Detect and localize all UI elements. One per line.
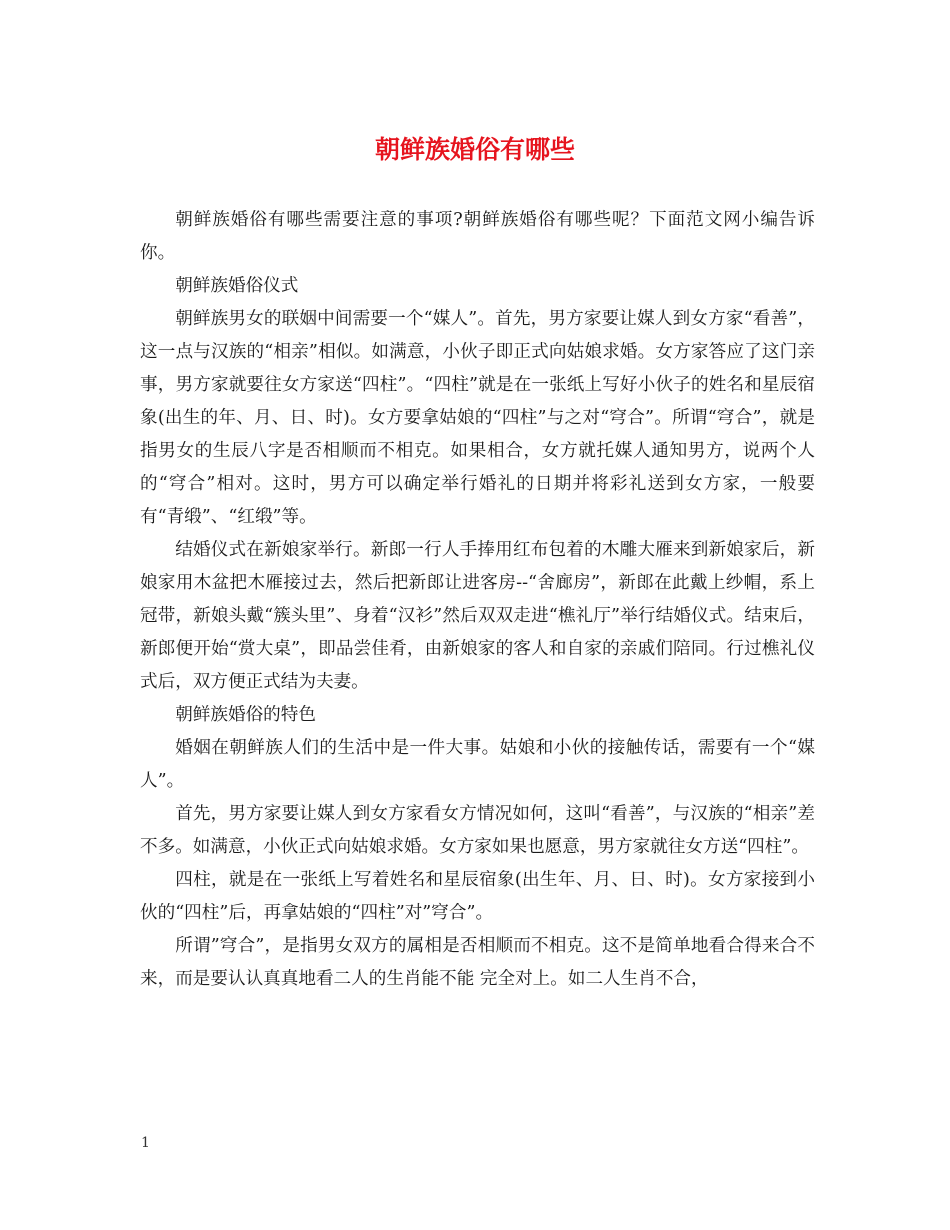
page-number: 1 [141, 1135, 150, 1151]
paragraph: 所谓”穹合”，是指男女双方的属相是否相顺而不相克。这不是简单地看合得来合不来，而是要认认真真地看二人的生肖能不能 完全对上。如二人生肖不合， [140, 936, 815, 989]
paragraph: 四柱，就是在一张纸上写着姓名和星辰宿象(出生年、月、日、时)。女方家接到小伙的“四柱”后，再拿姑娘的“四柱”对”穹合”。 [140, 870, 815, 923]
paragraph: 婚姻在朝鲜族人们的生活中是一件大事。姑娘和小伙的接触传话，需要有一个“媒人”。 [140, 738, 815, 791]
paragraph: 朝鲜族婚俗有哪些需要注意的事项?朝鲜族婚俗有哪些呢？下面范文网小编告诉你。 [140, 210, 815, 263]
paragraph: 朝鲜族男女的联姻中间需要一个“媒人”。首先，男方家要让媒人到女方家“看善”，这一点与汉族的“相亲”相似。如满意，小伙子即正式向姑娘求婚。女方家答应了这门亲事，男方家就要往女方家送“四柱”。“四柱”就是在一张纸上写好小伙子的姓名和星辰宿象(出生的年、月、日、时)。女方要拿姑娘的“四柱”与之对“穹合”。所谓“穹合”，就是指男女的生辰八字是否相顺而不相克。如果相合，女方就托媒人通知男方，说两个人的“穹合”相对。这时，男方可以确定举行婚礼的日期并将彩礼送到女方家，一般要有“青缎”、“红缎”等。 [140, 309, 815, 527]
document-title: 朝鲜族婚俗有哪些 [374, 135, 575, 164]
document-body [140, 204, 815, 996]
paragraph: 结婚仪式在新娘家举行。新郎一行人手捧用红布包着的木雕大雁来到新娘家后，新娘家用木盆把木雁接过去，然后把新郎让进客房--“舍廊房”，新郎在此戴上纱帽，系上冠带，新娘头戴“簇头里”、身着“汉衫”然后双双走进“樵礼厅”举行结婚仪式。结束后，新郎便开始“赏大桌”，即品尝佳肴，由新娘家的客人和自家的亲戚们陪同。行过樵礼仪式后，双方便正式结为夫妻。 [140, 540, 815, 692]
section-heading: 朝鲜族婚俗仪式 [175, 276, 299, 296]
paragraph: 首先，男方家要让媒人到女方家看女方情况如何，这叫“看善”，与汉族的“相亲”差不多。如满意，小伙正式向姑娘求婚。女方家如果也愿意，男方家就往女方送“四柱”。 [140, 804, 815, 857]
section-heading: 朝鲜族婚俗的特色 [175, 705, 316, 725]
